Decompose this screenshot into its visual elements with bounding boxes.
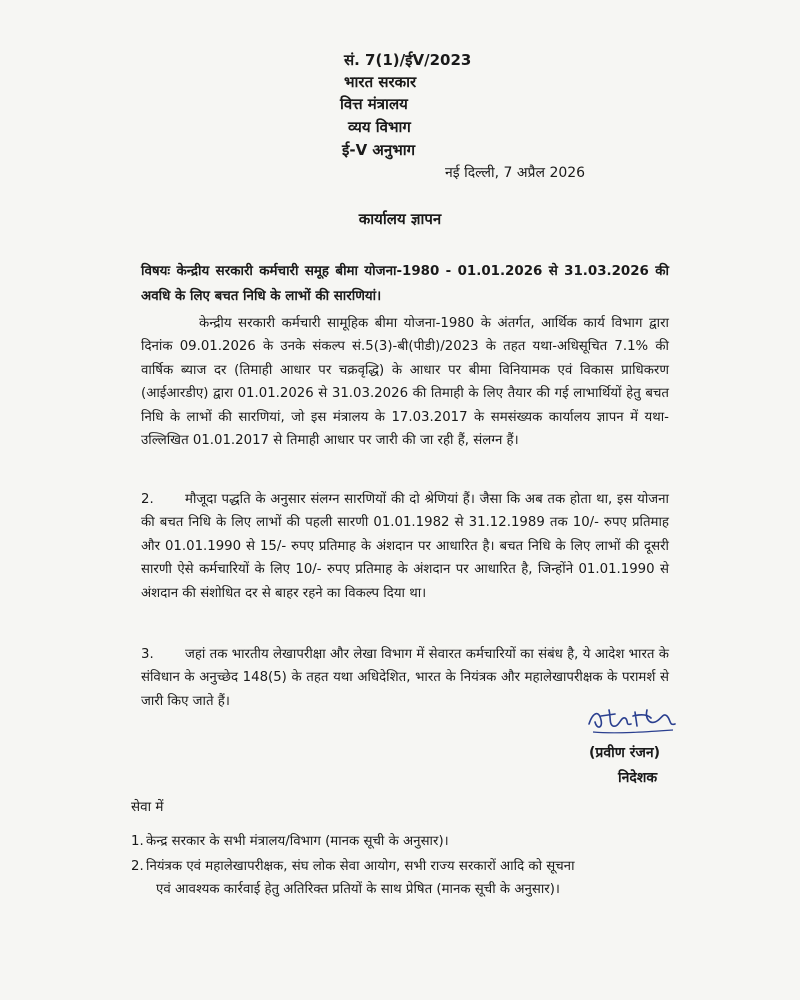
list-item-number: 1. [131,834,144,849]
distribution-heading: सेवा में [131,799,164,815]
paragraph-3-text: जहां तक भारतीय लेखापरीक्षा और लेखा विभाग में सेवारत कर्मचारियों का संबंध है, ये आदेश भारत के संविधान के अनुच्छेद 148(5) के तहत यथा अधिदेशित, भारत के नियंत्रक और महालेखापरीक्षक के परामर्श से जारी किए जाते हैं। [141,647,669,709]
list-item-text: केन्द्र सरकार के सभी मंत्रालय/विभाग (मानक सूची के अनुसार)। [146,834,449,849]
paragraph-3-number: 3. [141,647,154,662]
signatory-name: (प्रवीण रंजन) [589,745,661,761]
ministry-name: वित्त मंत्रालय [340,95,408,113]
memo-title: कार्यालय ज्ञापन [358,210,442,228]
department-name: व्यय विभाग [348,118,411,136]
list-item [131,830,671,853]
list-item-number: 2. [131,859,144,874]
distribution-list [131,830,671,903]
signatory-designation: निदेशक [618,770,658,786]
subject-line: विषयः केन्द्रीय सरकारी कर्मचारी समूह बीमा योजना-1980 - 01.01.2026 से 31.03.2026 की अवधि के लिए बचत निधि के लाभों की सारणियां। [141,264,669,304]
reference-number: सं. 7(1)/ईV/2023 [344,51,472,69]
paragraph-2 [141,488,669,605]
paragraph-1: केन्द्रीय सरकारी कर्मचारी सामूहिक बीमा योजना-1980 के अंतर्गत, आर्थिक कार्य विभाग द्वारा दिनांक 09.01.2026 के उनके संकल्प सं.5(3)-बी(पीडी)/2023 के तहत यथा-अधिसूचित 7.1% की वार्षिक ब्याज दर (तिमाही आधार पर चक्रवृद्धि) के आधार पर बीमा विनियामक एवं विकास प्राधिकरण (आईआरडीए) द्वारा 01.01.2026 से 31.03.2026 की तिमाही के लिए तैयार की गई लाभार्थियों हेतु बचत निधि के लाभों की सारणियां, जो इस मंत्रालय के 17.03.2017 के समसंख्यक कार्यालय ज्ञापन में यथा-उल्लिखित 01.01.2017 से तिमाही आधार पर जारी की जा रही हैं, संलग्न हैं। [141,316,669,449]
handwritten-signature [585,702,680,740]
list-item [131,855,671,901]
paragraph-2-text: मौजूदा पद्धति के अनुसार संलग्न सारणियों की दो श्रेणियां हैं। जैसा कि अब तक होता था, इस योजना की बचत निधि के लिए लाभों की पहली सारणी 01.01.1982 से 31.12.1989 तक 10/- रुपए प्रतिमाह और 01.01.1990 से 15/- रुपए प्रतिमाह के अंशदान पर आधारित है। बचत निधि के लिए लाभों की दूसरी सारणी ऐसे कर्मचारियों के लिए 10/- रुपए प्रतिमाह के अंशदान पर आधारित है, जिन्होंने 01.01.1990 से अंशदान की संशोधित दर से बाहर रहने का विकल्प दिया था। [141,492,669,601]
place-and-date: नई दिल्ली, 7 अप्रैल 2026 [445,165,586,181]
list-item-text-line-1: नियंत्रक एवं महालेखापरीक्षक, संघ लोक सेवा आयोग, सभी राज्य सरकारों आदि को सूचना [146,859,575,874]
section-name: ई-V अनुभाग [342,141,416,159]
paragraph-2-number: 2. [141,492,154,507]
list-item-text-line-2: एवं आवश्यक कार्रवाई हेतु अतिरिक्त प्रतियों के साथ प्रेषित (मानक सूची के अनुसार)। [156,882,560,897]
government-name: भारत सरकार [344,73,417,91]
